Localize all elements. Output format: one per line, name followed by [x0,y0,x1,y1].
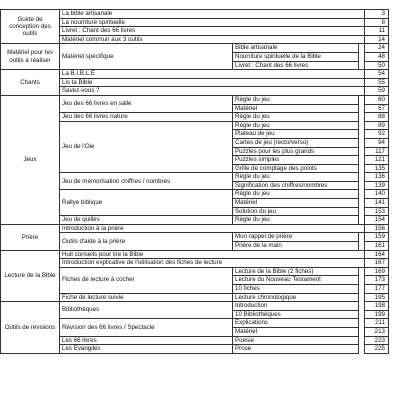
subentry-title: Lecture du Nouveau Testament [233,276,359,285]
page-number: 139 [365,181,389,190]
subentry-title: Puzzles pour les plus grands [233,147,359,156]
entry-title: Rallye biblique [60,190,233,216]
subentry-title: 10 fiches [233,285,359,294]
page-number: 8 [365,18,389,27]
page-number: 169 [365,267,389,276]
subentry-title: Lecture chronologique [233,293,359,302]
page-number: 195 [365,293,389,302]
page-number: 59 [365,87,389,96]
section-title: Jeux [1,95,60,224]
table-row [1,293,389,302]
entry-title: Savez-vous ? [60,87,365,96]
entry-title: Révision des 66 livres / Spectacle [60,319,233,336]
page-number: 3 [365,10,389,19]
subentry-title: Grille de comptage des points [233,164,359,173]
entry-title: Matériel commun aux 3 outils [60,35,365,44]
page-number: 173 [365,276,389,285]
page-number: 54 [365,70,389,79]
subentry-title: Puzzles simples [233,156,359,165]
subentry-title: Introduction [233,302,359,311]
table-row [1,302,389,311]
table-row [1,18,389,27]
entry-title: Les Evangiles [60,345,233,354]
subentry-title: Règle du jeu [233,95,359,104]
subentry-title: 10 Bibliothèques [233,310,359,319]
section-title: Matériel pour les outils à réaliser [1,44,60,70]
subentry-title: Matériel [233,199,359,208]
entry-title: Fiches de lecture à cocher [60,267,233,293]
page-number: 55 [365,78,389,87]
subentry-title: Plateau de jeu [233,130,359,139]
table-row [1,95,389,104]
entry-title: Introduction à la prière [60,224,365,233]
entry-title: La nourriture spirituelle [60,18,365,27]
entry-title: Jeu de quilles [60,216,233,225]
page-number: 225 [365,345,389,354]
subentry-title: Règle du jeu [233,190,359,199]
table-row [1,27,389,36]
page-number: 135 [365,164,389,173]
table-row [1,267,389,276]
entry-title: Jeu des 66 livres nature [60,113,233,122]
section-title: Outils de révisions [1,302,60,354]
subentry-title: Bible artisanale [233,44,359,53]
table-row [1,224,389,233]
page-number: 67 [365,104,389,113]
table-row [1,173,389,182]
page-number: 198 [365,302,389,311]
page-number: 136 [365,173,389,182]
page-number: 213 [365,327,389,336]
table-row [1,190,389,199]
entry-title: Bibliothèques [60,302,233,319]
table-row [1,319,389,328]
table-row [1,10,389,19]
page-number: 140 [365,190,389,199]
table-of-contents-page [0,9,389,354]
table-row [1,259,389,268]
page-number: 167 [365,259,389,268]
subentry-title: Règle du jeu [233,173,359,182]
table-row [1,233,389,242]
page-number: 161 [365,242,389,251]
table-row [1,250,389,259]
subentry-title: Matériel [233,104,359,113]
entry-title: Huit conseils pour lire la Bible [60,250,365,259]
page-number: 89 [365,121,389,130]
entry-title: Les 66 livres [60,336,233,345]
page-number: 60 [365,95,389,104]
entry-title: Jeu des 66 livres en salle [60,95,233,112]
table-row [1,35,389,44]
page-number: 24 [365,44,389,53]
subentry-title: Cartes de jeu (recto/verso) [233,138,359,147]
subentry-title: Solution du jeu [233,207,359,216]
subentry-title: Livret : Chant des 66 livres [233,61,359,70]
section-title: Chants [1,70,60,96]
subentry-title: Signification des chiffres/nombres [233,181,359,190]
table-row [1,216,389,225]
page-number: 199 [365,310,389,319]
page-number: 164 [365,250,389,259]
entry-title: La B.I.B.L.E [60,70,365,79]
page-number: 11 [365,27,389,36]
page-number: 156 [365,224,389,233]
page-number: 88 [365,113,389,122]
table-row [1,345,389,354]
page-number: 154 [365,216,389,225]
subentry-title: Prière de la main [233,242,359,251]
subentry-title: Explications [233,319,359,328]
entry-title: Introduction explicative de l'utilisation des fiches de lecture [60,259,365,268]
page-number: 159 [365,233,389,242]
table-row [1,70,389,79]
entry-title: Livret : Chant des 66 livres [60,27,365,36]
table-of-contents [0,9,389,354]
subentry-title: Règle du jeu [233,216,359,225]
subentry-title: Nourriture spirituelle de la Bible [233,52,359,61]
page-number: 211 [365,319,389,328]
page-number: 141 [365,199,389,208]
page-number: 121 [365,156,389,165]
page-number: 223 [365,336,389,345]
subentry-title: Règle du jeu [233,121,359,130]
table-row [1,78,389,87]
table-row [1,87,389,96]
page-number: 14 [365,35,389,44]
subentry-title: Règle du jeu [233,113,359,122]
page-number: 117 [365,147,389,156]
entry-title: Matériel spécifique [60,44,233,70]
page-number: 177 [365,285,389,294]
section-title: Prière [1,224,60,250]
entry-title: Jeu de l'Oie [60,121,233,173]
subentry-title: Prose [233,345,359,354]
page-number: 153 [365,207,389,216]
page-number: 92 [365,130,389,139]
entry-title: Outils d'aide à la prière [60,233,233,250]
page-number: 50 [365,61,389,70]
entry-title: La bible artisanale [60,10,365,19]
table-row [1,336,389,345]
table-row [1,44,389,53]
subentry-title: Matériel [233,327,359,336]
subentry-title: Poésie [233,336,359,345]
table-row [1,121,389,130]
section-title: Lecture de la Bible [1,250,60,302]
entry-title: Jeu de mémorisation chiffres / nombres [60,173,233,190]
entry-title: Lis ta Bible [60,78,365,87]
page-number: 48 [365,52,389,61]
subentry-title: Lecture de la Bible (2 fiches) [233,267,359,276]
page-number: 94 [365,138,389,147]
table-row [1,113,389,122]
section-title: Guide de conception des outils [1,10,60,44]
entry-title: Fiche de lecture suivie [60,293,233,302]
subentry-title: Mon rappel de prière [233,233,359,242]
